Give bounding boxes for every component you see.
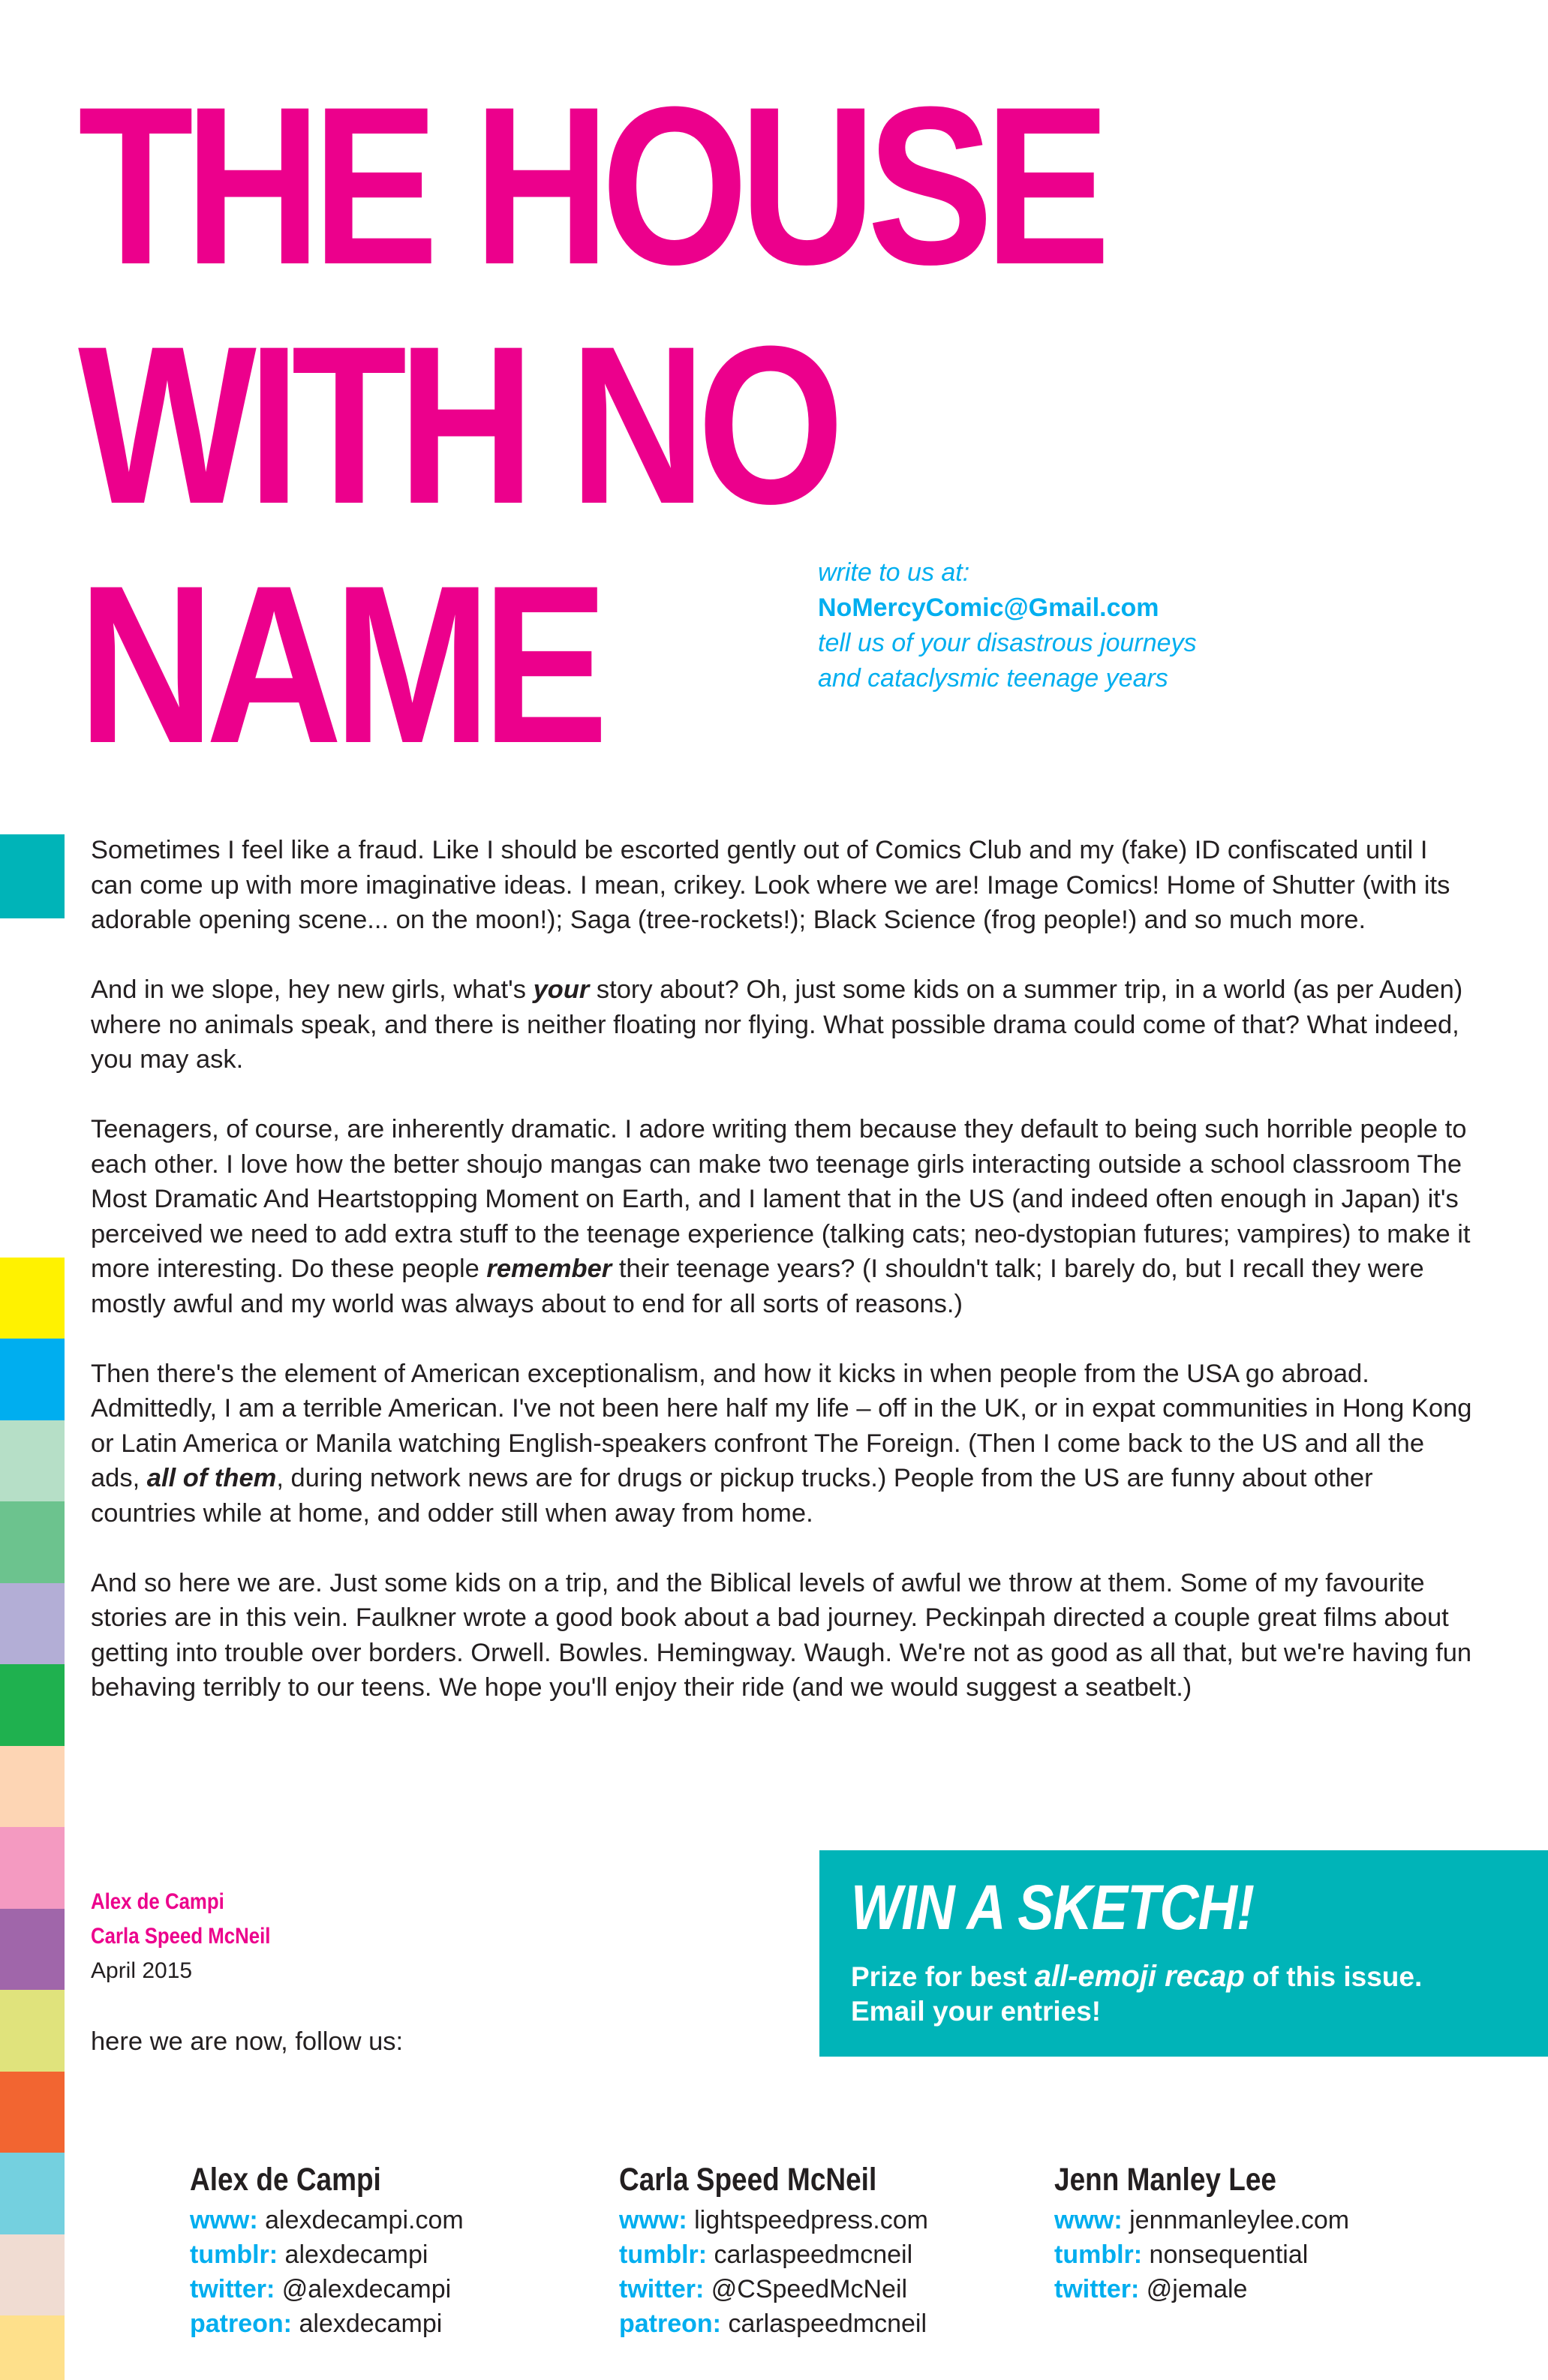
creator-column-alex — [190, 2161, 464, 2341]
twitter-link[interactable]: twitter: @CSpeedMcNeil — [619, 2275, 908, 2303]
color-swatch — [0, 1420, 65, 1501]
win-a-sketch-box — [819, 1850, 1548, 2057]
creator-name: Jenn Manley Lee — [1054, 2162, 1276, 2198]
contact-tagline-2: and cataclysmic teenage years — [818, 664, 1168, 693]
paragraph-2: And in we slope, hey new girls, what's your story about? Oh, just some kids on a summer trip, in a world (as per Auden) where no animals speak, and there is neither floating nor flying. What possible drama could come of that? What indeed, you may ask. — [91, 975, 1463, 1074]
color-swatch — [0, 1583, 65, 1664]
creator-name: Alex de Campi — [190, 2162, 381, 2198]
contact-intro: write to us at: — [818, 558, 970, 587]
patreon-link[interactable]: patreon: alexdecampi — [190, 2309, 443, 2338]
website-link[interactable]: www: jennmanleylee.com — [1054, 2206, 1350, 2234]
color-swatch — [0, 834, 65, 918]
tumblr-link[interactable]: tumblr: nonsequential — [1054, 2240, 1309, 2269]
patreon-link[interactable]: patreon: carlaspeedmcneil — [619, 2309, 927, 2338]
win-text: Prize for best all-emoji recap of this issue. Email your entries! — [851, 1960, 1423, 2027]
tumblr-link[interactable]: tumblr: carlaspeedmcneil — [619, 2240, 913, 2269]
website-link[interactable]: www: lightspeedpress.com — [619, 2206, 928, 2234]
signature-date: April 2015 — [91, 1958, 193, 1983]
twitter-link[interactable]: twitter: @jemale — [1054, 2275, 1248, 2303]
contact-block — [818, 555, 1343, 696]
color-swatch — [0, 1990, 65, 2072]
signature-block — [91, 1885, 299, 1988]
creator-column-jenn — [1054, 2161, 1349, 2306]
follow-us-label: here we are now, follow us: — [91, 2027, 404, 2056]
color-swatch — [0, 1501, 65, 1583]
contact-tagline-1: tell us of your disastrous journeys — [818, 629, 1197, 657]
creator-column-carla — [619, 2161, 928, 2341]
website-link[interactable]: www: alexdecampi.com — [190, 2206, 464, 2234]
letter-body — [91, 833, 1475, 1740]
title-line-2: WITH NO — [78, 299, 836, 551]
title-line-3: NAME — [78, 538, 600, 790]
color-swatch — [0, 1664, 65, 1746]
color-swatch — [0, 2072, 65, 2153]
color-swatch — [0, 1827, 65, 1909]
color-swatch — [0, 2153, 65, 2234]
color-swatch — [0, 1909, 65, 1990]
twitter-link[interactable]: twitter: @alexdecampi — [190, 2275, 452, 2303]
signature-name-1: Alex de Campi — [91, 1889, 224, 1914]
paragraph-5: And so here we are. Just some kids on a trip, and the Biblical levels of awful we throw at them. Some of my favourite stories are in this vein. Faulkner wrote a good book about a bad journey. Peckinpah directed a couple great films about getting into trouble over borders. Orwell. Bowles. Hemingway. Waugh. We're not as good as all that, but we're having fun behaving terribly to our teens. We hope you'll enjoy their ride (and we would suggest a seatbelt.) — [91, 1568, 1472, 1702]
paragraph-4: Then there's the element of American exceptionalism, and how it kicks in when people from the USA go abroad. Admittedly, I am a terrible American. I've not been here half my life – off in the UK, or in expat communities in Hong Kong or Latin America or Manila watching English-speakers confront The Foreign. (Then I come back to the US and all the ads, all of them, during network news are for drugs or pickup trucks.) People from the US are funny about other countries while at home, and odder still when away from home. — [91, 1359, 1472, 1528]
paragraph-1: Sometimes I feel like a fraud. Like I should be escorted gently out of Comics Club and my (fake) ID confiscated until I can come up with more imaginative ideas. I mean, crikey. Look where we are! Image Comics! Home of Shutter (with its adorable opening scene... on the moon!); Saga (tree-rockets!); Black Science (frog people!) and so much more. — [91, 836, 1450, 934]
color-swatch — [0, 2315, 65, 2380]
signature-name-2: Carla Speed McNeil — [91, 1924, 271, 1949]
color-swatch — [0, 2234, 65, 2315]
contact-email-link[interactable]: NoMercyComic@Gmail.com — [818, 593, 1159, 622]
win-heading: WIN A SKETCH! — [851, 1872, 1255, 1943]
color-swatch — [0, 1339, 65, 1420]
paragraph-3: Teenagers, of course, are inherently dramatic. I adore writing them because they default to being such horrible people to each other. I love how the better shoujo mangas can make two teenage girls interacting outside a school classroom The Most Dramatic And Heartstopping Moment on Earth, and I lament that in the US (and indeed often enough in Japan) it's perceived we need to add extra stuff to the teenage experience (talking cats; neo-dystopian futures; vampires) to make it more interesting. Do these people remember their teenage years? (I shouldn't talk; I barely do, but I recall they were mostly awful and my world was always about to end for all sorts of reasons.) — [91, 1115, 1471, 1318]
title-line-1: THE HOUSE — [78, 59, 1102, 311]
color-swatch — [0, 1746, 65, 1827]
tumblr-link[interactable]: tumblr: alexdecampi — [190, 2240, 428, 2269]
creator-name: Carla Speed McNeil — [619, 2162, 877, 2198]
color-swatch — [0, 1258, 65, 1339]
